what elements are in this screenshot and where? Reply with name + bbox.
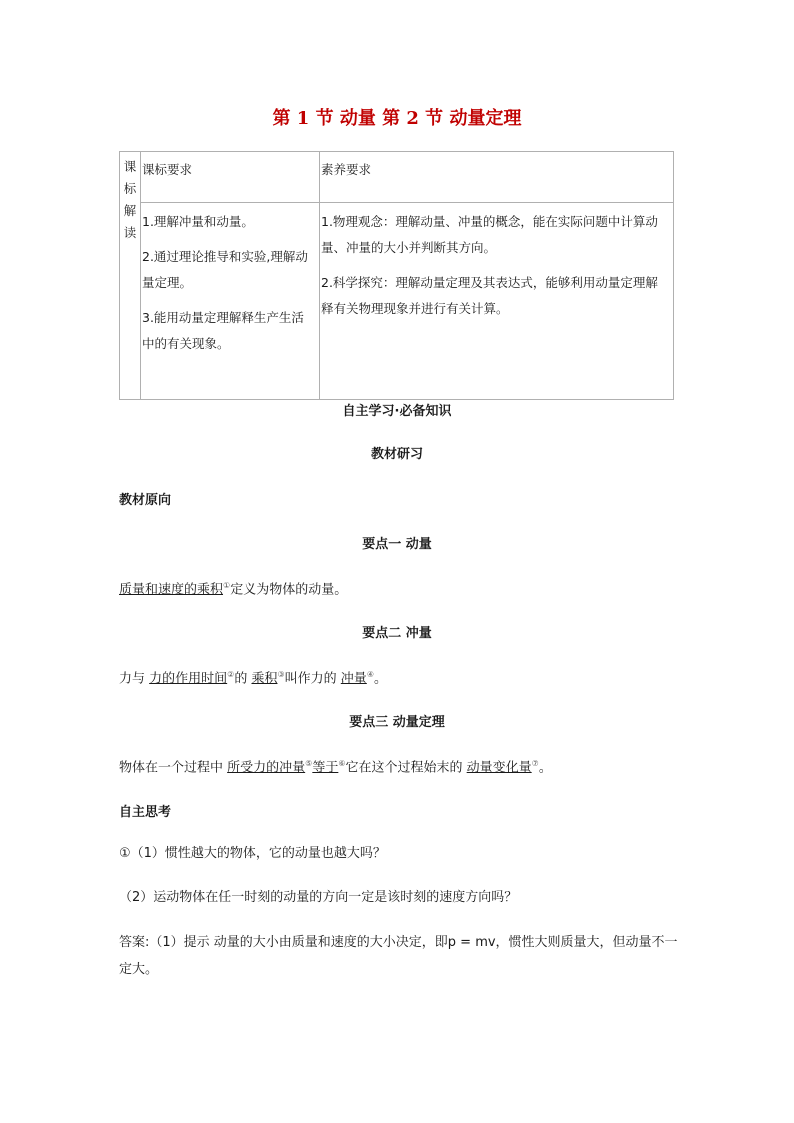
blank-answer: 动量变化量: [466, 760, 532, 776]
side-label-char: 解: [123, 203, 137, 218]
blank-answer: 所受力的冲量: [227, 760, 306, 776]
note-marker: ⑤: [305, 759, 313, 768]
header-literacy: 素养要求: [320, 152, 674, 203]
blank-answer: 力的作用时间: [149, 671, 228, 687]
side-label-cell: [120, 152, 141, 400]
literacy-cell: [320, 203, 674, 400]
side-label-char: 读: [123, 225, 137, 240]
side-label-char: 课: [123, 159, 137, 174]
blank-answer: 等于: [312, 760, 339, 776]
question-1: ①（1）惯性越大的物体，它的动量也越大吗？: [119, 846, 386, 861]
point2-heading: 要点二 冲量: [362, 626, 432, 641]
point3-heading: 要点三 动量定理: [349, 715, 445, 730]
blank-answer: 冲量: [340, 671, 367, 687]
label-original-text: 教材原向: [119, 493, 172, 508]
question-2: （2）运动物体在任一时刻的动量的方向一定是该时刻的速度方向吗？: [119, 890, 518, 905]
note-marker: ②: [227, 670, 235, 679]
subsection-title: 教材研习: [370, 447, 423, 462]
literacy-item: 1.物理观念：理解动量、冲量的概念，能在实际问题中计算动量、冲量的大小并判断其方向。: [321, 214, 658, 255]
point1-text: 质量和速度的乘积①定义为物体的动量。: [119, 581, 348, 598]
side-label-char: 标: [123, 181, 137, 196]
blank-answer: 乘积: [251, 671, 278, 687]
literacy-item: 2.科学探究：理解动量定理及其表达式，能够利用动量定理解释有关物理现象并进行有关计算。: [321, 275, 658, 316]
note-marker: ③: [277, 670, 285, 679]
note-marker: ①: [223, 581, 231, 590]
requirements-table: [119, 151, 674, 400]
point3-text: 物体在一个过程中 所受力的冲量⑤等于⑥它在这个过程始末的 动量变化量⑦。: [119, 759, 552, 776]
header-curriculum: 课标要求: [141, 152, 320, 203]
blank-answer: 质量和速度的乘积: [119, 582, 224, 598]
note-marker: ⑦: [531, 759, 539, 768]
note-marker: ④: [366, 670, 374, 679]
point2-text: 力与 力的作用时间②的 乘积③叫作力的 冲量④。: [119, 670, 387, 687]
section-title: 自主学习·必备知识: [342, 404, 452, 419]
note-marker: ⑥: [338, 759, 346, 768]
curriculum-item: 2.通过理论推导和实验,理解动量定理。: [142, 249, 308, 290]
curriculum-item: 3.能用动量定理解释生产生活中的有关现象。: [142, 310, 304, 351]
point1-heading: 要点一 动量: [362, 537, 432, 552]
curriculum-cell: [141, 203, 320, 400]
page-title: 第 1 节 动量 第 2 节 动量定理: [272, 108, 522, 129]
curriculum-item: 1.理解冲量和动量。: [142, 214, 254, 229]
label-self-think: 自主思考: [119, 805, 172, 820]
answer-text: 答案:（1）提示 动量的大小由质量和速度的大小决定，即p = mv，惯性大则质量大，但动量不一定大。: [119, 935, 678, 977]
